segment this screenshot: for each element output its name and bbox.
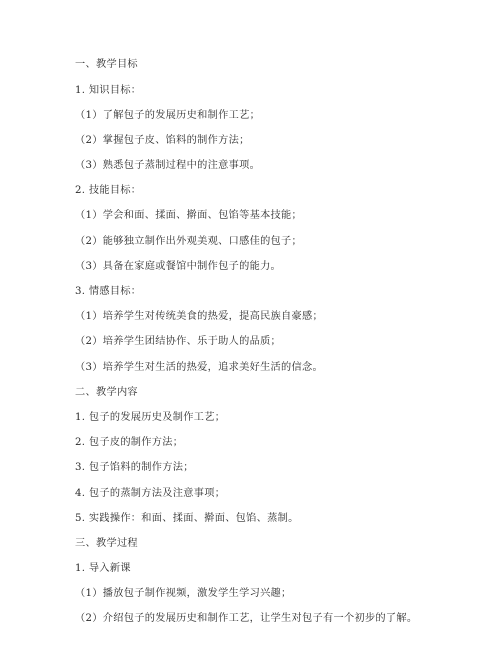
list-item: 1. 包子的发展历史及制作工艺； xyxy=(75,412,226,423)
list-item: （1）培养学生对传统美食的热爱，提高民族自豪感； xyxy=(75,311,323,322)
list-item: （3）熟悉包子蒸制过程中的注意事项。 xyxy=(75,160,261,171)
section-heading-process: 三、教学过程 xyxy=(75,538,138,549)
list-item: （2）介绍包子的发展历史和制作工艺，让学生对包子有一个初步的了解。 xyxy=(75,613,418,624)
list-item: 3. 包子馅料的制作方法； xyxy=(75,462,194,473)
list-item: 4. 包子的蒸制方法及注意事项； xyxy=(75,488,226,499)
subheading-introduction: 1. 导入新课 xyxy=(75,563,131,574)
list-item: （3）具备在家庭或餐馆中制作包子的能力。 xyxy=(75,261,282,272)
list-item: 2. 包子皮的制作方法； xyxy=(75,437,184,448)
list-item: （1）学会和面、揉面、擀面、包馅等基本技能； xyxy=(75,210,303,221)
list-item: （3）培养学生对生活的热爱，追求美好生活的信念。 xyxy=(75,362,323,373)
list-item: （2）培养学生团结协作、乐于助人的品质； xyxy=(75,336,282,347)
list-item: （2）掌握包子皮、馅料的制作方法； xyxy=(75,135,250,146)
list-item: （1）了解包子的发展历史和制作工艺； xyxy=(75,110,261,121)
subheading-skills: 2. 技能目标： xyxy=(75,185,142,196)
list-item: （1）播放包子制作视频，激发学生学习兴趣； xyxy=(75,588,292,599)
list-item: （2）能够独立制作出外观美观、口感佳的包子； xyxy=(75,236,303,247)
list-item: 5. 实践操作：和面、揉面、擀面、包馅、蒸制。 xyxy=(75,513,299,524)
section-heading-content: 二、教学内容 xyxy=(75,387,138,398)
subheading-emotion: 3. 情感目标： xyxy=(75,286,142,297)
section-heading-objectives: 一、教学目标 xyxy=(75,59,138,70)
subheading-knowledge: 1. 知识目标： xyxy=(75,85,142,96)
